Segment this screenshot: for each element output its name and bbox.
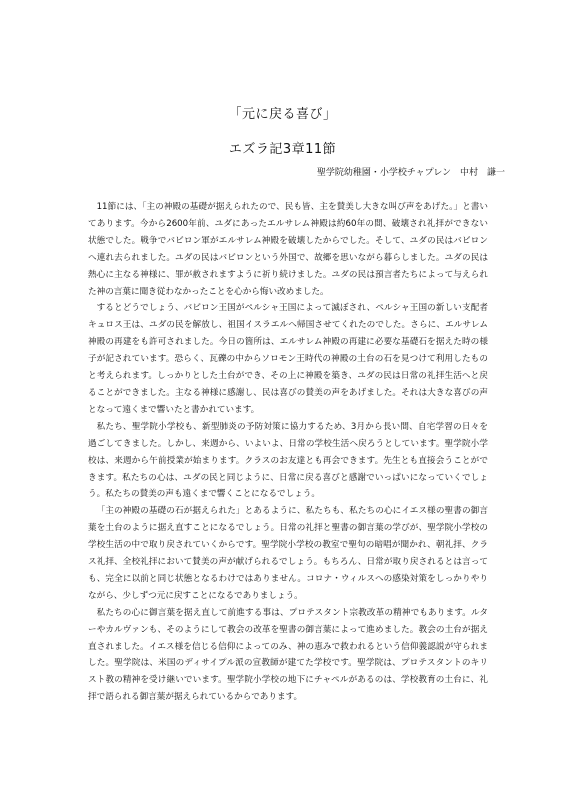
paragraph-3: 私たち、聖学院小学校も、新型肺炎の予防対策に協力するため、3月から長い間、自宅学習の日々を過ごしてきました。しかし、来週から、いよいよ、日常の学校生活へ戻ろうとしています。聖学院小学校は、来週から午前授業が始まります。クラスのお友達とも再会できます。先生とも直接会うことができます。私たちの心は、ユダの民と同じように、日常に戻る喜びと感謝でいっぱいになっていくでしょう。私たちの賛美の声も遠くまで響くことになるでしょう。 [88,421,488,500]
document-body [88,199,488,706]
author-line: 聖学院幼稚園・小学校チャプレン 中村 謙一 [316,168,505,178]
paragraph-1: 11節には、「主の神殿の基礎が据えられたので、民も皆、主を賛美し大きな叫び声をあげた。」と書いてあります。今から2600年前、ユダにあったエルサレム神殿は約60年の間、破壊され礼拝ができない状態でした。戦争でバビロン軍がエルサレム神殿を破壊したからでした。そして、ユダの民はバビロンへ連れ去られました。ユダの民はバビロンという外国で、故郷を思いながら暮らしました。ユダの民は熱心に主なる神様に、罪が赦されますように祈り続けました。ユダの民は預言者たちによって与えられた神の言葉に聞き従わなかったことを心から悔い改めました。 [88,202,488,297]
paragraph-2: するとどうでしょう、バビロン王国がペルシャ王国によって滅ぼされ、ペルシャ王国の新しい支配者キュロス王は、ユダの民を解放し、祖国イスラエルへ帰国させてくれたのでした。さらに、エルサレム神殿の再建をも許可されました。今日の箇所は、エルサレム神殿の再建に必要な基礎石を据えた時の様子が記されています。恐らく、瓦礫の中からソロモン王時代の神殿の土台の石を見つけて利用したものと考えられます。しっかりとした土台ができ、その上に神殿を築き、ユダの民は日常の礼拝生活へと戻ることができました。主なる神様に感謝し、民は喜びの賛美の声をあげました。それは大きな喜びの声となって遠くまで響いたと書かれています。 [88,303,488,415]
scripture-reference: エズラ記3章11節 [228,142,337,157]
paragraph-5: 私たちの心に御言葉を据え直して前進する事は、プロテスタント宗教改革の精神でもあります。ルターやカルヴァンも、そのようにして教会の改革を聖書の御言葉によって進めました。教会の土台が据え直されました。イエス様を信じる信仰によってのみ、神の恵みで救われるという信仰義認説が守られました。聖学院は、米国のディサイプル派の宣教師が建てた学校です。聖学院は、プロテスタントのキリスト教の精神を受け継いでいます。聖学院小学校の地下にチャペルがあるのは、学校教育の土台に、礼拝で語られる御言葉が据えられているからであります。 [88,607,488,703]
paragraph-4: 「主の神殿の基礎の石が据えられた」とあるように、私たちも、私たちの心にイエス様の聖書の御言葉を土台のように据え直すことになるでしょう。日常の礼拝と聖書の御言葉の学びが、聖学院小学校の学校生活の中で取り戻されていくからです。聖学院小学校の教室で聖句の暗唱が聞かれ、朝礼拝、クラス礼拝、全校礼拝において賛美の声が献げられるでしょう。もちろん、日常が取り戻されるとは言っても、完全に以前と同じ状態となるわけではありません。コロナ・ウィルスへの感染対策をしっかりやりながら、少しずつ元に戻すことになるでありましょう。 [88,506,488,601]
document-title: 「元に戻る喜び」 [228,107,337,122]
